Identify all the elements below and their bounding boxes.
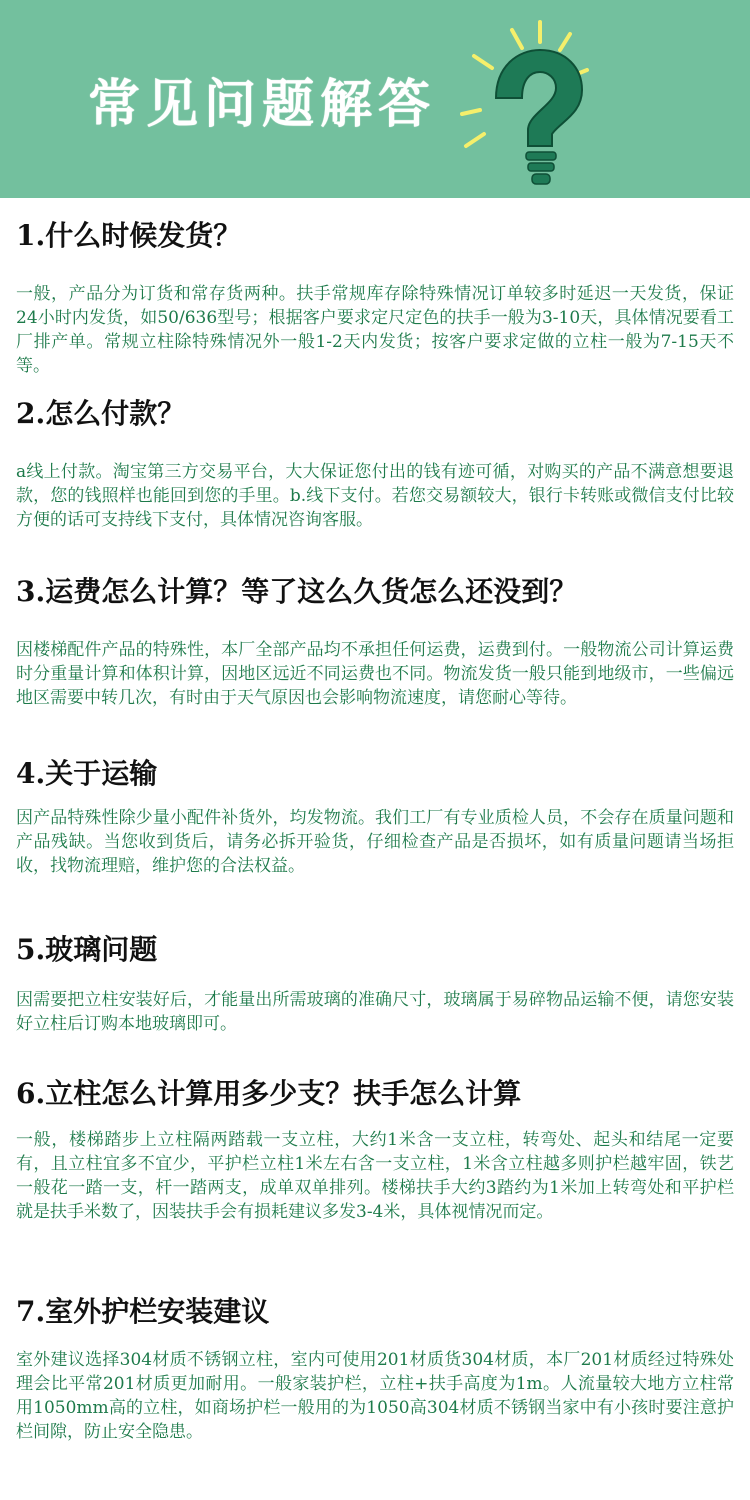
faq-question: 1.什么时候发货？: [16, 219, 242, 252]
header-banner: [0, 0, 750, 198]
faq-question: 2.怎么付款？: [16, 397, 186, 430]
faq-item-1: [16, 218, 734, 378]
faq-item-4: [16, 756, 734, 878]
faq-item-2: [16, 396, 734, 532]
faq-answer: 因需要把立柱安装好后，才能量出所需玻璃的准确尺寸，玻璃属于易碎物品运输不便，请您安装好立柱后订购本地玻璃即可。: [16, 990, 734, 1034]
faq-question: 3.运费怎么计算？等了这么久货怎么还没到？: [16, 575, 578, 608]
faq-answer: a线上付款。淘宝第三方交易平台，大大保证您付出的钱有迹可循，对购买的产品不满意想要退款，您的钱照样也能回到您的手里。b.线下支付。若您交易额较大，银行卡转账或微信支付比较方便的话可支持线下支付，具体情况咨询客服。: [16, 462, 734, 530]
faq-answer: 室外建议选择304材质不锈钢立柱，室内可使用201材质货304材质，本厂201材质经过特殊处理会比平常201材质更加耐用。一般家装护栏，立柱+扶手高度为1m。人流量较大地方立柱常用1050mm高的立柱，如商场护栏一般用的为1050高304材质不锈钢当家中有小孩时要注意护栏间隙，防止安全隐患。: [16, 1350, 734, 1442]
faq-item-7: [16, 1294, 734, 1444]
faq-answer: 因楼梯配件产品的特殊性，本厂全部产品均不承担任何运费，运费到付。一般物流公司计算运费时分重量计算和体积计算，因地区远近不同运费也不同。物流发货一般只能到地级市，一些偏远地区需要中转几次，有时由于天气原因也会影响物流速度，请您耐心等待。: [16, 640, 734, 708]
faq-question: 4.关于运输: [16, 757, 158, 790]
question-bulb-icon: [452, 18, 592, 193]
page-title: 常见问题解答: [88, 74, 437, 135]
faq-answer: 一般，产品分为订货和常存货两种。扶手常规库存除特殊情况订单较多时延迟一天发货，保证24小时内发货，如50/636型号；根据客户要求定尺定色的扶手一般为3-10天，具体情况要看工厂排产单。常规立柱除特殊情况外一般1-2天内发货；按客户要求定做的立柱一般为7-15天不等。: [16, 284, 734, 376]
faq-question: 6.立柱怎么计算用多少支？扶手怎么计算: [16, 1077, 522, 1110]
faq-item-3: [16, 574, 734, 710]
faq-answer: 一般，楼梯踏步上立柱隔两踏载一支立柱，大约1米含一支立柱，转弯处、起头和结尾一定要有，且立柱宜多不宜少，平护栏立柱1米左右含一支立柱，1米含立柱越多则护栏越牢固，铁艺一般花一踏一支，杆一踏两支，成单双单排列。楼梯扶手大约3踏约为1米加上转弯处和平护栏就是扶手米数了，因装扶手会有损耗建议多发3-4米，具体视情况而定。: [16, 1130, 734, 1222]
faq-question: 7.室外护栏安装建议: [16, 1295, 270, 1328]
faq-item-5: [16, 932, 734, 1036]
faq-question: 5.玻璃问题: [16, 933, 158, 966]
faq-answer: 因产品特殊性除少量小配件补货外，均发物流。我们工厂有专业质检人员，不会存在质量问题和产品残缺。当您收到货后，请务必拆开验货，仔细检查产品是否损坏，如有质量问题请当场拒收，找物流理赔，维护您的合法权益。: [16, 808, 734, 876]
faq-item-6: [16, 1076, 734, 1224]
